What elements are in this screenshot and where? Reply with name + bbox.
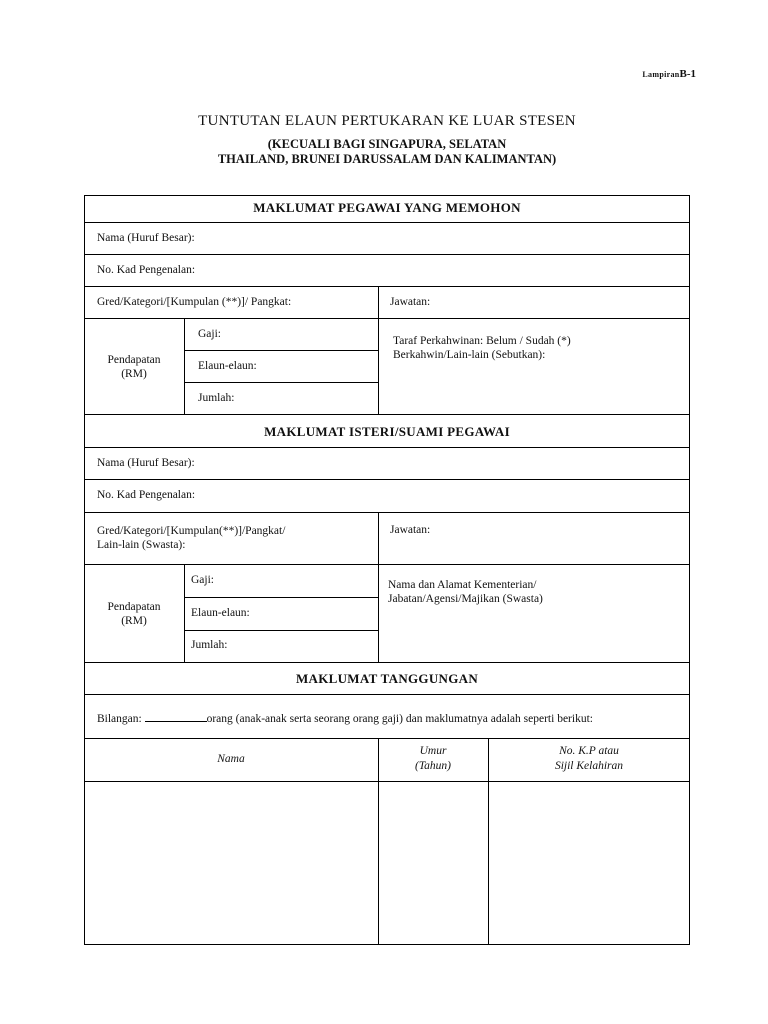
gred-label bbox=[97, 524, 285, 552]
lampiran-code: B-1 bbox=[679, 68, 696, 80]
gred-line-2: Lain-lain (Swasta): bbox=[97, 539, 186, 551]
alamat-line-2: Jabatan/Agensi/Majikan (Swasta) bbox=[388, 593, 543, 605]
pendapatan-line: Pendapatan bbox=[107, 354, 161, 366]
majikan-alamat-label bbox=[388, 578, 543, 606]
umur-line-1: Umur bbox=[419, 745, 447, 757]
row-divider bbox=[84, 662, 690, 663]
col-divider bbox=[184, 564, 185, 662]
pendapatan-unit: (RM) bbox=[121, 368, 147, 380]
col-divider bbox=[378, 512, 379, 662]
row-divider bbox=[184, 630, 379, 631]
pendapatan-unit: (RM) bbox=[121, 615, 147, 627]
jawatan-label: Jawatan: bbox=[390, 524, 431, 536]
taraf-line-1: Taraf Perkahwinan: Belum / Sudah (*) bbox=[393, 335, 571, 347]
row-divider bbox=[84, 286, 690, 287]
nama-field-label: Nama (Huruf Besar): bbox=[97, 457, 195, 469]
column-header-umur bbox=[378, 744, 488, 774]
gaji-label: Gaji: bbox=[198, 328, 221, 340]
col-divider bbox=[184, 318, 185, 414]
kad-pengenalan-label: No. Kad Pengenalan: bbox=[97, 264, 196, 276]
section-heading-tanggungan: MAKLUMAT TANGGUNGAN bbox=[295, 671, 479, 686]
row-divider bbox=[84, 694, 690, 695]
lampiran-label bbox=[600, 68, 696, 80]
row-divider bbox=[184, 597, 379, 598]
nama-field-label: Nama (Huruf Besar): bbox=[97, 232, 195, 244]
subtitle-line-1: (KECUALI BAGI SINGAPURA, SELATAN bbox=[267, 137, 507, 151]
col-divider bbox=[378, 286, 379, 414]
row-divider bbox=[84, 781, 690, 782]
bilangan-statement bbox=[97, 710, 593, 725]
bilangan-prefix: Bilangan: bbox=[97, 713, 142, 725]
jawatan-label: Jawatan: bbox=[390, 296, 431, 308]
row-divider bbox=[84, 318, 690, 319]
row-divider bbox=[84, 512, 690, 513]
lampiran-prefix: Lampiran bbox=[642, 70, 680, 79]
form-subtitle bbox=[84, 137, 690, 167]
subtitle-line-2: THAILAND, BRUNEI DARUSSALAM DAN KALIMANTAN) bbox=[217, 152, 557, 166]
kad-pengenalan-label: No. Kad Pengenalan: bbox=[97, 489, 196, 501]
row-divider bbox=[84, 447, 690, 448]
column-header-no-kp bbox=[488, 744, 690, 774]
pendapatan-line: Pendapatan bbox=[107, 601, 161, 613]
row-divider bbox=[84, 222, 690, 223]
pendapatan-label bbox=[84, 600, 184, 628]
row-divider bbox=[84, 254, 690, 255]
row-divider bbox=[184, 382, 379, 383]
gred-line-1: Gred/Kategori/[Kumpulan(**)]/Pangkat/ bbox=[97, 525, 286, 537]
jumlah-label: Jumlah: bbox=[198, 392, 235, 404]
kp-line-2: Sijil Kelahiran bbox=[554, 760, 624, 772]
row-divider bbox=[84, 738, 690, 739]
gred-label: Gred/Kategori/[Kumpulan (**)]/ Pangkat: bbox=[97, 296, 292, 308]
bilangan-suffix: orang (anak-anak serta seorang orang gaji) dan maklumatnya adalah seperti berikut: bbox=[206, 713, 593, 725]
kp-line-1: No. K.P atau bbox=[559, 745, 619, 757]
umur-line-2: (Tahun) bbox=[415, 760, 451, 772]
jumlah-label: Jumlah: bbox=[191, 639, 228, 651]
row-divider bbox=[84, 479, 690, 480]
elaun-label: Elaun-elaun: bbox=[198, 360, 257, 372]
gaji-label: Gaji: bbox=[191, 574, 214, 586]
elaun-label: Elaun-elaun: bbox=[191, 607, 250, 619]
row-divider bbox=[84, 414, 690, 415]
row-divider bbox=[84, 564, 690, 565]
form-title: TUNTUTAN ELAUN PERTUKARAN KE LUAR STESEN bbox=[198, 113, 576, 129]
pendapatan-label bbox=[84, 353, 184, 381]
taraf-perkahwinan-label bbox=[393, 334, 571, 362]
row-divider bbox=[184, 350, 379, 351]
section-heading-isteri-suami: MAKLUMAT ISTERI/SUAMI PEGAWAI bbox=[264, 424, 510, 439]
alamat-line-1: Nama dan Alamat Kementerian/ bbox=[388, 579, 537, 591]
taraf-line-2: Berkahwin/Lain-lain (Sebutkan): bbox=[393, 349, 546, 361]
section-heading-pegawai: MAKLUMAT PEGAWAI YANG MEMOHON bbox=[253, 200, 521, 215]
column-header-nama: Nama bbox=[217, 753, 245, 765]
bilangan-blank bbox=[145, 710, 207, 722]
